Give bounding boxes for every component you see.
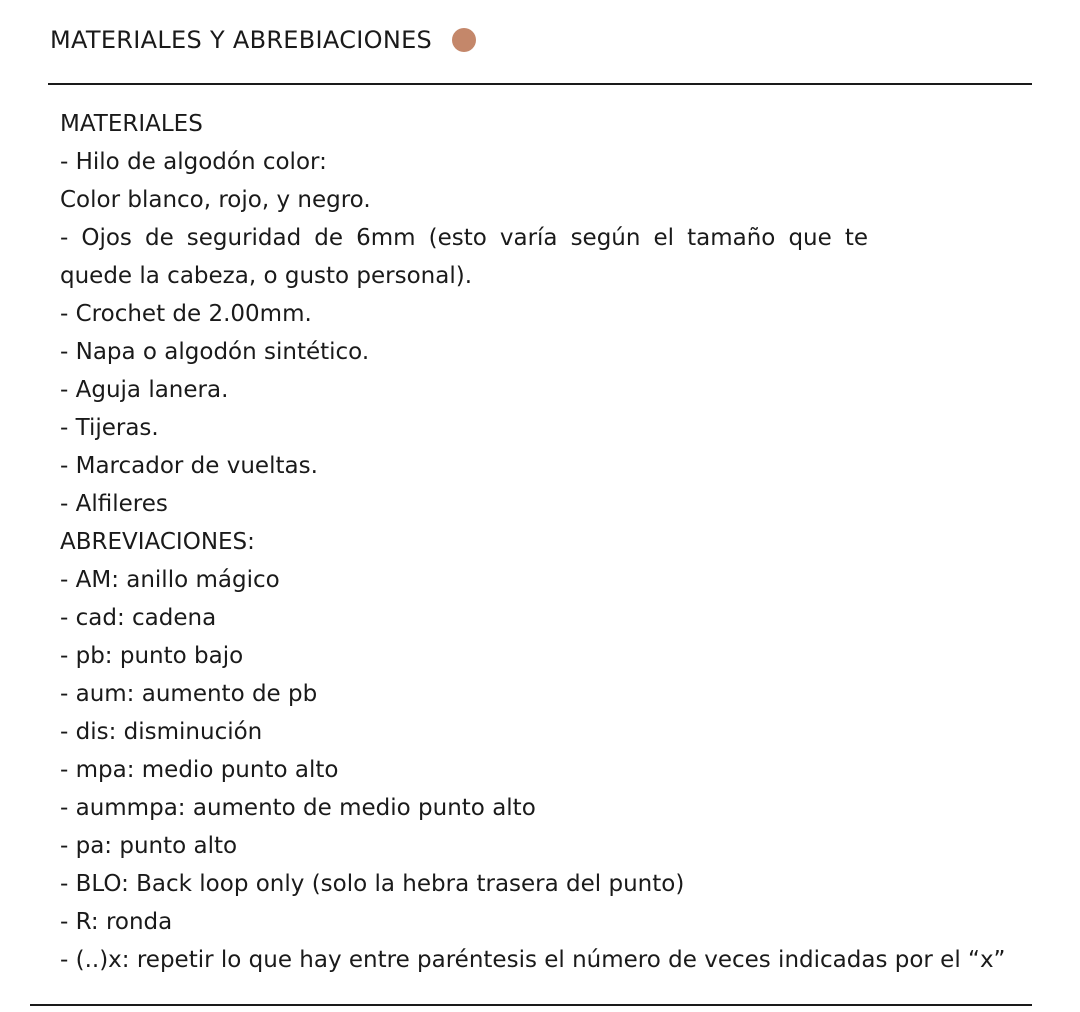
- accent-dot-icon: [452, 28, 476, 52]
- section-header: [50, 22, 476, 58]
- document-body: [60, 105, 1040, 979]
- materials-line: - Ojos de seguridad de 6mm (esto varía según el tamaño que te: [60, 225, 868, 251]
- abbreviation-line: - cad: cadena: [60, 605, 217, 631]
- abbreviation-line: - R: ronda: [60, 909, 173, 935]
- materials-line: - Aguja lanera.: [60, 377, 229, 403]
- abbreviations-heading: ABREVIACIONES:: [60, 529, 255, 555]
- abbreviation-line: - mpa: medio punto alto: [60, 757, 339, 783]
- abbreviation-line: - (..)x: repetir lo que hay entre paréntesis el número de veces indicadas por el “x”: [60, 947, 1006, 973]
- abbreviation-line: - aummpa: aumento de medio punto alto: [60, 795, 536, 821]
- abbreviation-line: - pa: punto alto: [60, 833, 238, 859]
- materials-heading: MATERIALES: [60, 111, 203, 137]
- materials-line: - Alfileres: [60, 491, 168, 517]
- materials-line: quede la cabeza, o gusto personal).: [60, 263, 473, 289]
- materials-line: Color blanco, rojo, y negro.: [60, 187, 371, 213]
- abbreviation-line: - AM: anillo mágico: [60, 567, 280, 593]
- abbreviation-line: - dis: disminución: [60, 719, 263, 745]
- top-divider: [48, 83, 1032, 85]
- materials-line: - Tijeras.: [60, 415, 159, 441]
- bottom-divider: [30, 1004, 1032, 1006]
- materials-line: - Crochet de 2.00mm.: [60, 301, 312, 327]
- materials-line: - Hilo de algodón color:: [60, 149, 327, 175]
- abbreviation-line: - aum: aumento de pb: [60, 681, 318, 707]
- section-title: MATERIALES Y ABREBIACIONES: [50, 26, 433, 54]
- materials-line: - Napa o algodón sintético.: [60, 339, 370, 365]
- materials-line: - Marcador de vueltas.: [60, 453, 318, 479]
- abbreviation-line: - pb: punto bajo: [60, 643, 244, 669]
- abbreviation-line: - BLO: Back loop only (solo la hebra trasera del punto): [60, 871, 685, 897]
